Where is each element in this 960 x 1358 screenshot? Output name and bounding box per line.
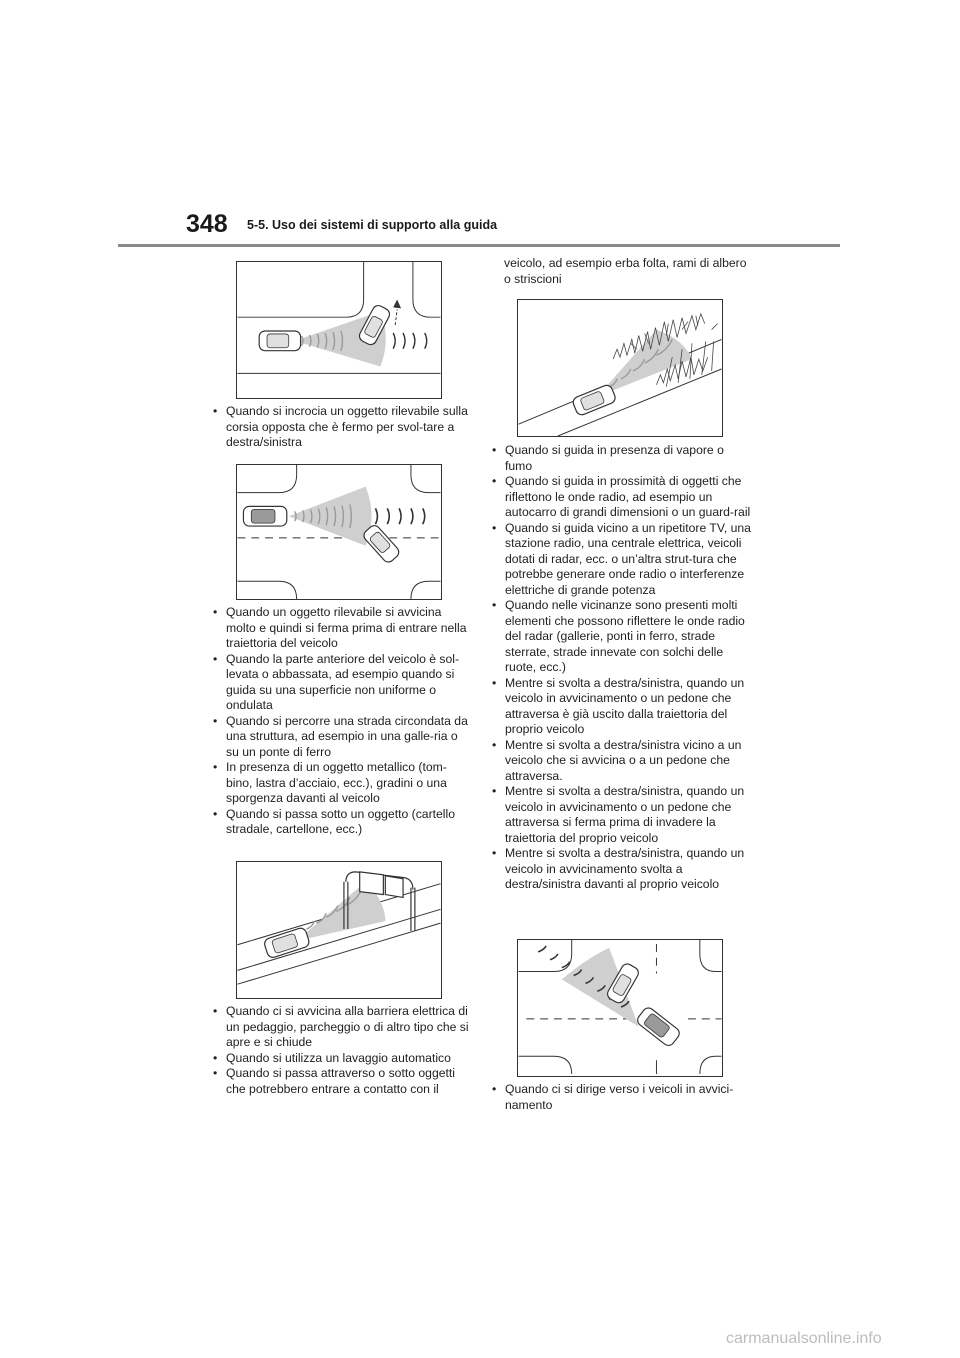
header-rule [118, 244, 840, 247]
continuation-text: veicolo, ad esempio erba folta, rami di albero o striscioni [504, 256, 747, 286]
list-item: • Quando si guida in presenza di vapore o fumo [490, 443, 752, 474]
illustration-approaching-object-stops [237, 465, 441, 599]
list-item: • Quando si percorre una strada circondata da una struttura, ad esempio in una galle-ria o su un ponte di ferro [211, 714, 473, 761]
illustration-oncoming-turning-vehicle [237, 262, 441, 398]
illustration-under-road-sign [237, 862, 441, 998]
list-item: • Quando si passa attraverso o sotto oggetti che potrebbero entrare a contatto con il [211, 1066, 473, 1097]
list-item: • Mentre si svolta a destra/sinistra, quando un veicolo in avvicinamento o un pedone che attraversa è già uscito dalla traiettoria del proprio veicolo [490, 676, 752, 738]
figure-tall-grass-branches [517, 299, 723, 437]
figure-approaching-object-stops [236, 464, 442, 600]
page-number: 348 [186, 210, 228, 238]
list-item: • Quando si incrocia un oggetto rilevabile sulla corsia opposta che è fermo per svol-tare a destra/sinistra [211, 404, 471, 451]
illustration-vehicle-turning-ahead [518, 940, 722, 1076]
list-item: • Quando un oggetto rilevabile si avvicina molto e quindi si ferma prima di entrare nella traiettoria del veicolo [211, 605, 473, 652]
list-item: • Mentre si svolta a destra/sinistra, quando un veicolo in avvicinamento o un pedone che attraversa si ferma prima di invadere la traiettoria del proprio veicolo [490, 784, 752, 846]
illustration-tall-grass-branches [518, 300, 722, 436]
list-item: • Quando si passa sotto un oggetto (cartello stradale, cartellone, ecc.) [211, 807, 473, 838]
list-item: • Quando la parte anteriore del veicolo è sol-levata o abbassata, ad esempio quando si guida su una superficie non uniforme o ondulata [211, 652, 473, 714]
section-title: 5-5. Uso dei sistemi di supporto alla guida [247, 218, 498, 232]
list-item: • Quando si guida in prossimità di oggetti che riflettono le onde radio, ad esempio un autocarro di grandi dimensioni o un guard-rail [490, 474, 752, 521]
figure-oncoming-turning-vehicle [236, 261, 442, 399]
figure-vehicle-turning-ahead [517, 939, 723, 1077]
list-item: • Mentre si svolta a destra/sinistra vicino a un veicolo che si avvicina o a un pedone che attraversa. [490, 738, 752, 785]
list-item: • Quando ci si dirige verso i veicoli in avvici-namento [490, 1082, 752, 1113]
list-b [211, 605, 473, 838]
list-e [490, 1082, 752, 1113]
figure-under-road-sign [236, 861, 442, 999]
list-item: • Mentre si svolta a destra/sinistra, quando un veicolo in avvicinamento svolta a destra/sinistra davanti al proprio veicolo [490, 846, 752, 893]
list-c [211, 1004, 473, 1097]
list-item: • Quando si guida vicino a un ripetitore TV, una stazione radio, una centrale elettrica, veicoli dotati di radar, ecc. o un’altra strut-tura che potrebbe generare onde radio o interferenze elettriche di grande potenza [490, 521, 752, 599]
list-item: • In presenza di un oggetto metallico (tom-bino, lastra d’acciaio, ecc.), gradini o una sporgenza davanti al veicolo [211, 760, 473, 807]
list-item: • Quando ci si avvicina alla barriera elettrica di un pedaggio, parcheggio o di altro tipo che si apre e si chiude [211, 1004, 473, 1051]
list-a [211, 404, 471, 451]
list-item: • Quando nelle vicinanze sono presenti molti elementi che possono riflettere le onde radio del radar (gallerie, ponti in ferro, strade sterrate, strade innevate con solchi delle ruote, ecc.) [490, 598, 752, 676]
list-d [490, 443, 752, 893]
list-item: • Quando si utilizza un lavaggio automatico [211, 1051, 473, 1067]
watermark: carmanualsonline.info [726, 1330, 882, 1347]
